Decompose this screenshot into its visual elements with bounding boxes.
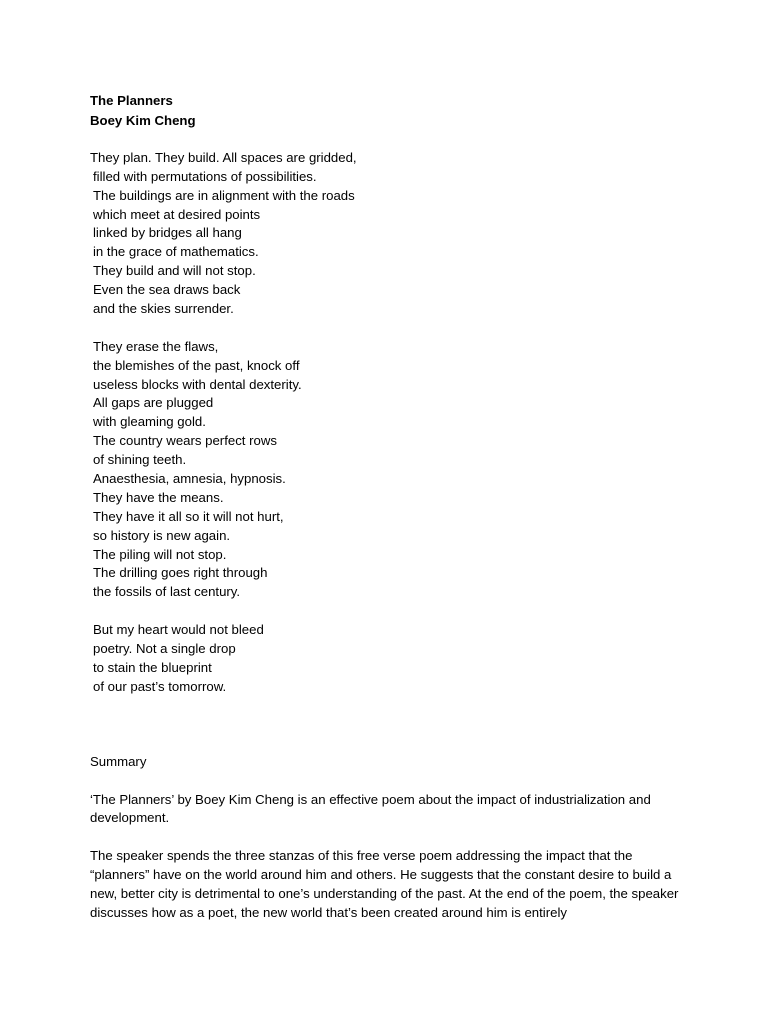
- poem-line: of shining teeth.: [93, 452, 187, 468]
- poem-line: of our past’s tomorrow.: [93, 678, 227, 694]
- poem-line: to stain the blueprint: [93, 659, 212, 675]
- poem-line: They have the means.: [93, 489, 224, 505]
- poem-line: Even the sea draws back: [93, 282, 241, 298]
- poem-line: But my heart would not bleed: [93, 622, 264, 638]
- poem-line: so history is new again.: [93, 527, 231, 543]
- summary-section: [90, 753, 690, 923]
- poem-line: useless blocks with dental dexterity.: [93, 376, 302, 392]
- poem-line: poetry. Not a single drop: [93, 641, 236, 657]
- poem-line: with gleaming gold.: [93, 414, 206, 430]
- poem-line: The buildings are in alignment with the roads: [93, 187, 355, 203]
- poem-line: Anaesthesia, amnesia, hypnosis.: [93, 471, 286, 487]
- poem-line: The piling will not stop.: [93, 546, 227, 562]
- poem-line: linked by bridges all hang: [93, 225, 242, 241]
- poem-header: [90, 91, 690, 130]
- poem-line: They plan. They build. All spaces are gridded,: [90, 149, 357, 165]
- poem-author: Boey Kim Cheng: [90, 112, 196, 128]
- summary-heading: Summary: [90, 753, 147, 769]
- poem-line: They erase the flaws,: [93, 338, 219, 354]
- poem-line: and the skies surrender.: [93, 301, 234, 317]
- stanza-1: [90, 149, 690, 319]
- poem-line: All gaps are plugged: [93, 395, 214, 411]
- poem-line: The drilling goes right through: [93, 565, 268, 581]
- stanza-2: [90, 338, 690, 602]
- poem-line: in the grace of mathematics.: [93, 244, 259, 260]
- summary-paragraph: ‘The Planners’ by Boey Kim Cheng is an effective poem about the impact of industrialization and development.: [90, 791, 651, 826]
- poem-line: The country wears perfect rows: [93, 433, 277, 449]
- poem-line: the blemishes of the past, knock off: [93, 357, 300, 373]
- poem-line: filled with permutations of possibilities.: [93, 168, 317, 184]
- poem-line: which meet at desired points: [93, 206, 261, 222]
- stanza-3: [90, 621, 690, 697]
- poem-line: the fossils of last century.: [93, 584, 241, 600]
- summary-paragraph: The speaker spends the three stanzas of this free verse poem addressing the impact that the “planners” have on the world around him and others. He suggests that the constant desire to build a new, better city is detrimental to one’s understanding of the past. At the end of the poem, the speaker discusses how as a poet, the new world that’s been created around him is entirely: [90, 848, 679, 920]
- poem-title: The Planners: [90, 93, 173, 108]
- poem-line: They have it all so it will not hurt,: [93, 508, 284, 524]
- document-content: [90, 91, 690, 923]
- poem-line: They build and will not stop.: [93, 263, 256, 279]
